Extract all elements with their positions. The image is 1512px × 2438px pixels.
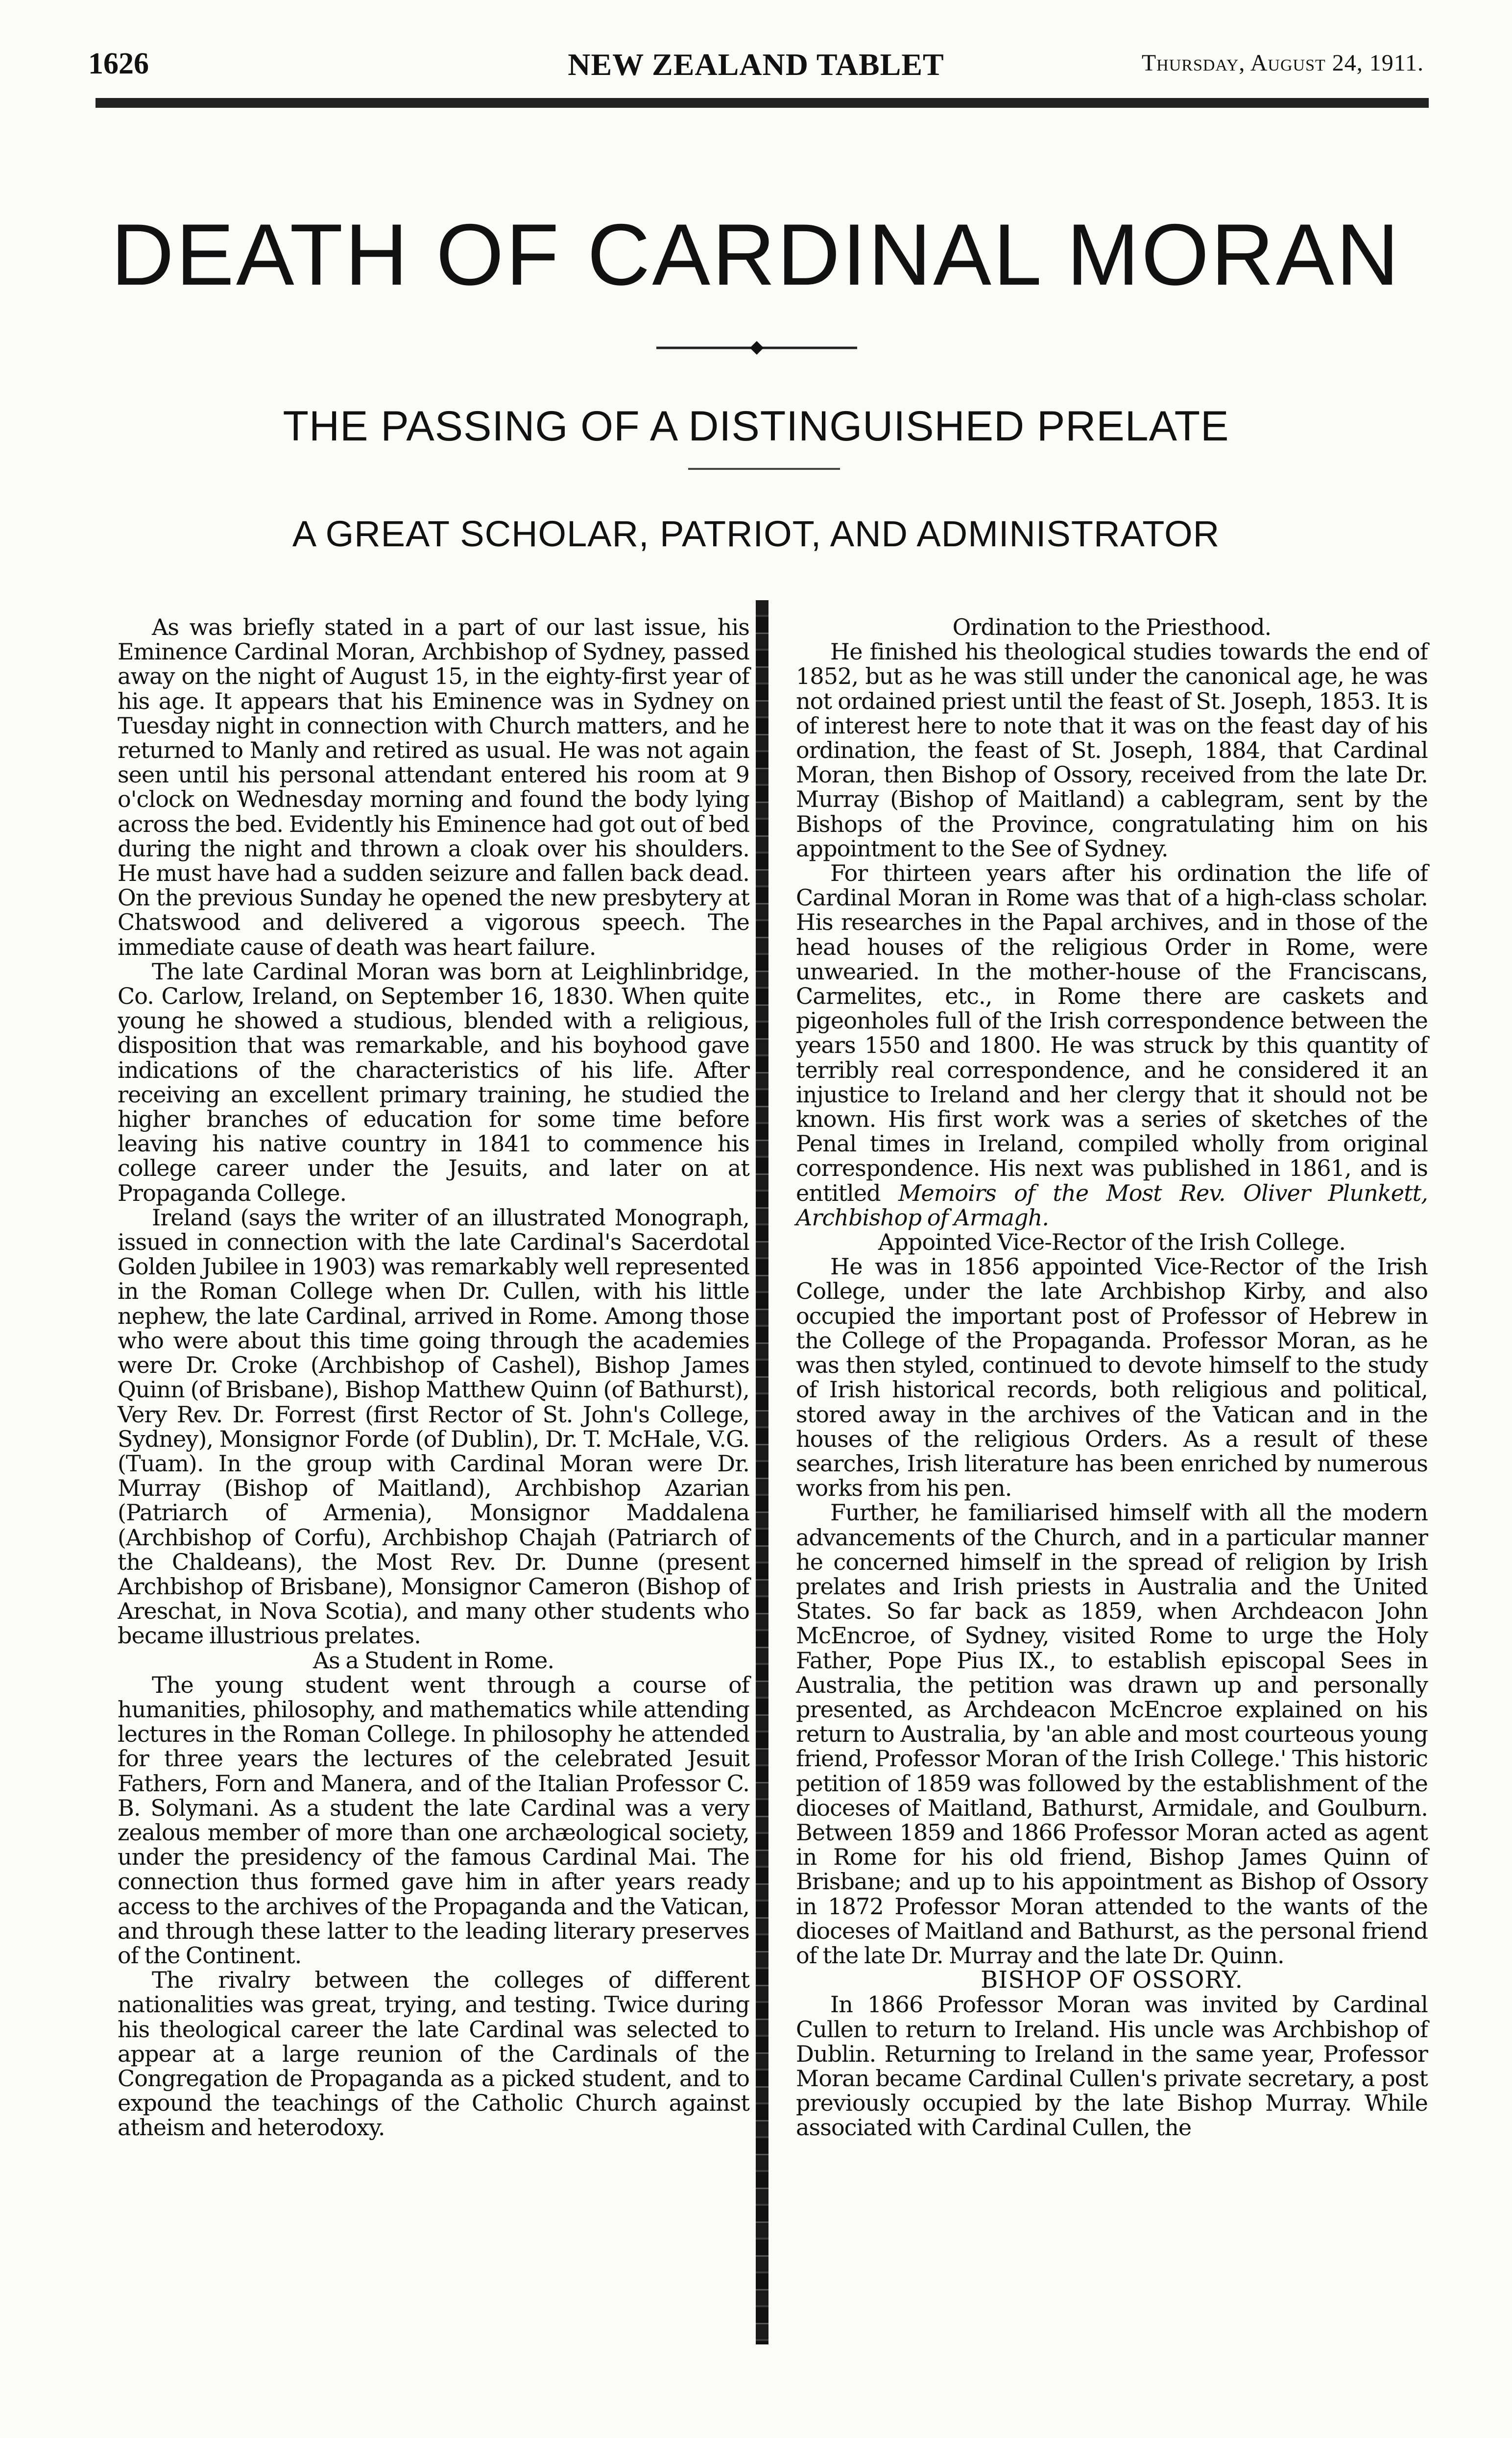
short-rule [688,468,840,470]
paragraph: As was briefly stated in a part of our last issue, his Eminence Cardinal Moran, Archbishop of Sydney, passed away on the night of August 15, in the eighty-first year of his age. It appears that his Eminence was in Sydney on Tuesday night in connection with Church matters, and he returned to Manly and retired as usual. He was not again seen until his personal attendant entered his room at 9 o'clock on Wednesday morning and found the body lying across the bed. Evidently his Eminence had got out of bed during the night and thrown a cloak over his shoulders. He must have had a sudden seizure and fallen back dead. On the previous Sunday he opened the new presbytery at Chatswood and delivered a vigorous speech. The immediate cause of death was heart failure. [118,614,749,960]
paragraph: Further, he familiarised himself with all the modern advancements of the Church, and in a particular manner he concerned himself in the spread of religion by Irish prelates and Irish priests in Australia and the United States. So far back as 1859, when Archdeacon John McEncroe, of Sydney, visited Rome to urge the Holy Father, Pope Pius IX., to establish episcopal Sees in Australia, the petition was drawn up and personally presented, as Archdeacon McEncroe explained on his return to Australia, by 'an able and most courteous young friend, Professor Moran of the Irish College.' This historic petition of 1859 was followed by the establishment of the dioceses of Maitland, Bathurst, Armidale, and Goulburn. Between 1859 and 1866 Professor Moran acted as agent in Rome for his old friend, Bishop James Quinn of Brisbane; and up to his appointment as Bishop of Ossory in 1872 Professor Moran attended to the wants of the dioceses of Maitland and Bathurst, as the personal friend of the late Dr. Murray and the late Dr. Quinn. [796,1499,1428,1969]
ornament-divider-icon [656,338,857,358]
section-heading: Appointed Vice-Rector of the Irish College. [878,1229,1346,1256]
masthead: NEW ZEALAND TABLET [568,47,944,82]
issue-date: Thursday, August 24, 1911. [1141,50,1424,76]
page-header [88,47,1424,93]
paragraph: Ireland (says the writer of an illustrated Monograph, issued in connection with the late Cardinal's Sacerdotal Golden Jubilee in 1903) was remarkably well represented in the Roman College when Dr. Cullen, with his little nephew, the late Cardinal, arrived in Rome. Among those who were about this time going through the academies were Dr. Croke (Archbishop of Cashel), Bishop James Quinn (of Brisbane), Bishop Matthew Quinn (of Bathurst), Very Rev. Dr. Forrest (first Rector of St. John's College, Sydney), Monsignor Forde (of Dublin), Dr. T. McHale, V.G. (Tuam). In the group with Cardinal Moran were Dr. Murray (Bishop of Maitland), Archbishop Azarian (Patriarch of Armenia), Monsignor Maddalena (Archbishop of Corfu), Archbishop Chajah (Patriarch of the Chaldeans), the Most Rev. Dr. Dunne (present Archbishop of Brisbane), Monsignor Cameron (Bishop of Areschat, in Nova Scotia), and many other students who became illustrious prelates. [118,1204,749,1649]
left-column [118,615,749,2140]
paragraph: The young student went through a course of humanities, philosophy, and mathematics while attending lectures in the Roman College. In philosophy he attended for three years the lectures of the celebrated Jesuit Fathers, Forn and Manera, and of the Italian Professor C. B. Solymani. As a student the late Cardinal was a very zealous member of more than one archæological society, under the presidency of the famous Cardinal Mai. The connection thus formed gave him in after years ready access to the archives of the Propaganda and the Vatican, and through these latter to the leading literary preserves of the Continent. [118,1671,749,1969]
paragraph-text: For thirteen years after his ordination the life of Cardinal Moran in Rome was that of a high-class scholar. His researches in the Papal archives, and in those of the head houses of the religious Order in Rome, were unwearied. In the mother-house of the Franciscans, Carmelites, etc., in Rome there are caskets and pigeonholes full of the Irish correspondence between the years 1550 and 1800. He was struck by this quantity of terribly real correspondence, and he considered it an injustice to Ireland and her clergy that it should not be known. His first work was a series of sketches of the Penal times in Ireland, compiled wholly from original correspondence. His next was published in 1861, and is entitled [796,860,1428,1206]
section-heading: Ordination to the Priesthood. [952,614,1272,640]
book-title: Memoirs of the Most Rev. Oliver Plunkett, Archbishop of Armagh. [796,1179,1428,1231]
section-heading: As a Student in Rome. [312,1647,554,1674]
page-number: 1626 [88,47,149,80]
subheadline: THE PASSING OF A DISTINGUISHED PRELATE [283,403,1229,450]
paragraph: He was in 1856 appointed Vice-Rector of the Irish College, under the late Archbishop Kirby, and also occupied the important post of Professor of Hebrew in the College of the Propaganda. Professor Moran, as he was then styled, continued to devote himself to the study of Irish historical records, both religious and political, stored away in the archives of the Vatican and in the houses of the religious Orders. As a result of these searches, Irish literature has been enriched by numerous works from his pen. [796,1253,1428,1502]
paragraph [796,639,1428,861]
paragraph [796,861,1428,1230]
paragraph-text: He finished his theological studies towards the end of 1852, but as he was still under the canonical age, he was not ordained priest until the feast of St. Joseph, 1853. It is of interest here to note that it was on the feast day of his ordination, the feast of St. Joseph, 1884, that Cardinal Moran, then Bishop of Ossory, received from the late Dr. Murray (Bishop of Maitland) a cablegram, sent by the Bishops of the Province, congratulating him on his appointment to the See of Sydney. [796,638,1428,862]
subheadline-secondary: A GREAT SCHOLAR, PATRIOT, AND ADMINISTRATOR [292,513,1220,554]
headline: DEATH OF CARDINAL MORAN [111,206,1401,303]
header-rule [96,98,1429,108]
paragraph: The rivalry between the colleges of different nationalities was great, trying, and testing. Twice during his theological career the late Cardinal was selected to appear at a large reunion of the Cardinals of the Congregation de Propaganda as a picked student, and to expound the teachings of the Catholic Church against atheism and heterodoxy. [118,1967,749,2141]
paragraph: In 1866 Professor Moran was invited by Cardinal Cullen to return to Ireland. His uncle was Archbishop of Dublin. Returning to Ireland in the same year, Professor Moran became Cardinal Cullen's private secretary, a post previously occupied by the late Bishop Murray. While associated with Cardinal Cullen, the [796,1991,1428,2141]
column-divider [756,600,768,2344]
right-column [796,615,1428,2140]
section-heading: BISHOP OF OSSORY. [981,1966,1243,1994]
paragraph: The late Cardinal Moran was born at Leighlinbridge, Co. Carlow, Ireland, on September 16, 1830. When quite young he showed a studious, blended with a religious, disposition that was remarkable, and his boyhood gave indications of the characteristics of his life. After receiving an excellent primary training, he studied the higher branches of education for some time before leaving his native country in 1841 to commence his college career under the Jesuits, and later on at Propaganda College. [118,958,749,1206]
